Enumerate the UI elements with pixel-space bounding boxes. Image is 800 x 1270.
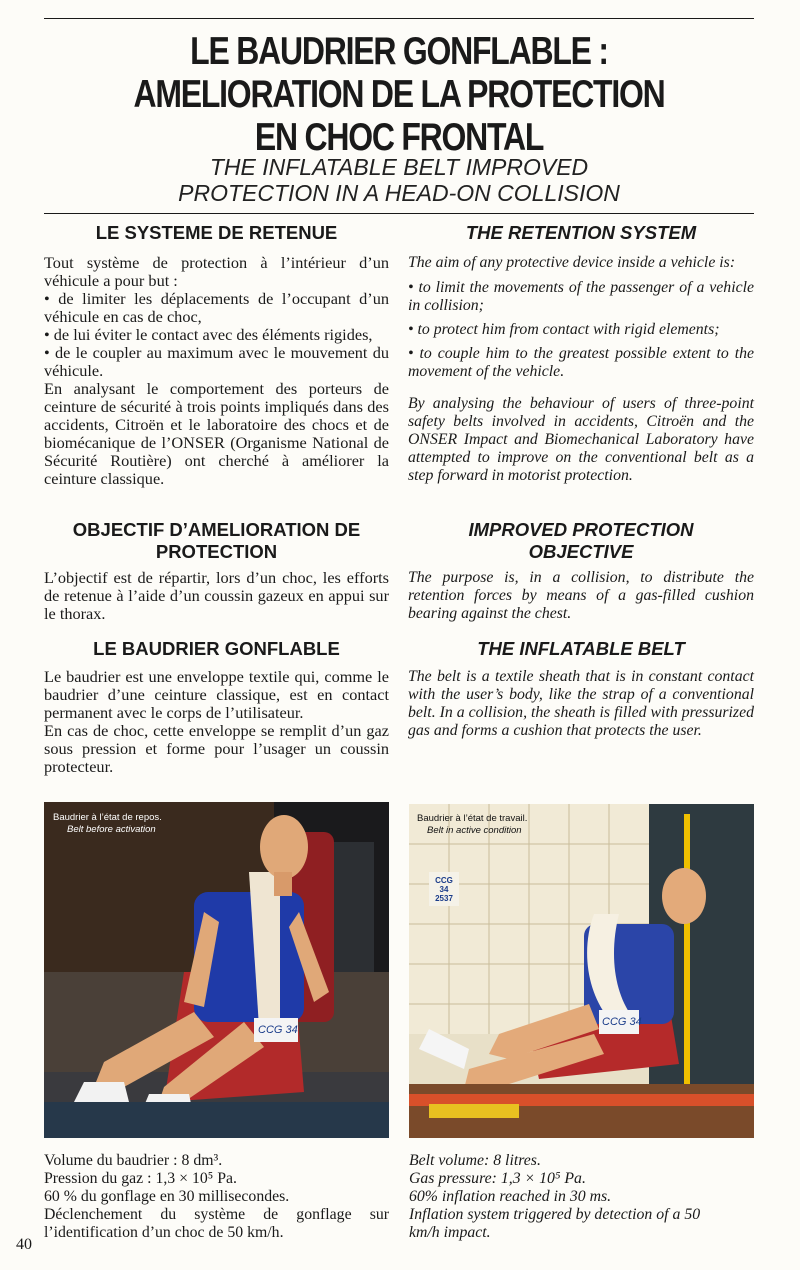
heading-line: IMPROVED PROTECTION (468, 519, 694, 540)
caption-line: Inflation system triggered by detection of a 50 km/h impact. (409, 1206, 701, 1241)
subtitle-line: THE INFLATABLE BELT IMPROVED (209, 154, 589, 180)
photo-label (53, 812, 162, 836)
top-rule (44, 18, 754, 19)
caption-line: 60 % du gonflage en 30 millisecondes. (44, 1188, 290, 1205)
heading-line: OBJECTIF D’AMELIORATION DE (72, 519, 361, 540)
section-text (44, 668, 389, 776)
paragraph: The belt is a textile sheath that is in constant contact with the user’s body, like the strap of a conventional belt. In a collision, the sheath is filled with pressurized gas and forms a cushion that protects the user. (408, 668, 754, 739)
left-column-objective (44, 519, 389, 623)
section-heading: LE BAUDRIER GONFLABLE (93, 638, 340, 659)
bullet-item: • de lui éviter le contact avec des éléments rigides, (44, 325, 373, 344)
paragraph: En cas de choc, cette enveloppe se remplit d’un gaz sous pression et forme pour l’usager un coussin protecteur. (44, 721, 389, 776)
paragraph: By analysing the behaviour of users of three-point safety belts involved in accidents, Citroën and the ONSER Impact and Biomechanical Laboratory have attempted to improve on the conventional belt as a step forward in motorist protection. (408, 395, 754, 484)
section-heading (408, 519, 754, 563)
heading-line: OBJECTIVE (528, 541, 634, 562)
section-text (408, 254, 754, 485)
right-column-objective (408, 519, 754, 623)
bullet-item: • de le coupler au maximum avec le mouvement du véhicule. (44, 343, 389, 380)
paragraph: En analysant le comportement des porteurs de ceinture de sécurité à trois points impliqués dans des accidents, Citroën et le laboratoire des chocs et de biomécanique de l’ONSER (Organisme National de Sécurité Routière) ont cherché à améliorer la ceinture classique. (44, 379, 389, 488)
section-heading: THE RETENTION SYSTEM (465, 222, 697, 243)
caption-line: Pression du gaz : 1,3 × 10⁵ Pa. (44, 1170, 237, 1187)
heading-line: PROTECTION (155, 541, 278, 562)
photo-label-fr: Baudrier à l’état de travail. (417, 813, 528, 824)
left-column-belt (44, 638, 389, 776)
section-heading: LE SYSTEME DE RETENUE (95, 222, 338, 243)
caption-line: Belt volume: 8 litres. (409, 1152, 541, 1169)
title-line: AMELIORATION DE LA PROTECTION (133, 73, 665, 116)
caption-right (409, 1152, 729, 1242)
bullet-item: • to limit the movements of the passenger of a vehicle in collision; (408, 279, 754, 314)
photo-label-en: Belt in active condition (427, 825, 522, 836)
photo-belt-active (409, 804, 754, 1138)
page-subtitle (44, 154, 754, 206)
title-line: LE BAUDRIER GONFLABLE : (190, 30, 608, 73)
dummy-tag: CCG 34 (602, 1016, 642, 1028)
section-text (44, 254, 389, 488)
caption-line: Volume du baudrier : 8 dm³. (44, 1152, 223, 1169)
paragraph: L’objectif est de répartir, lors d’un choc, les efforts de retenue à l’aide d’un coussin gazeux en appui sur le thorax. (44, 568, 389, 623)
subtitle-line: PROTECTION IN A HEAD-ON COLLISION (178, 180, 620, 206)
photo-label (417, 813, 527, 837)
left-column (44, 222, 389, 488)
section-heading (44, 519, 389, 563)
bullet-item: • de limiter les déplacements de l’occupant d’un véhicule en cas de choc, (44, 289, 389, 326)
caption-line: 60% inflation reached in 30 ms. (409, 1188, 612, 1205)
paragraph: Tout système de protection à l’intérieur d’un véhicule a pour but : (44, 253, 389, 290)
paragraph: Le baudrier est une enveloppe textile qui, comme le baudrier d’une ceinture classique, est en contact permanent avec le corps de l’utilisateur. (44, 667, 389, 722)
section-heading: THE INFLATABLE BELT (477, 638, 685, 659)
paragraph: The purpose is, in a collision, to distribute the retention forces by means of a gas-filled cushion bearing against the chest. (408, 569, 754, 622)
caption-left (44, 1152, 389, 1242)
right-column-belt (408, 638, 754, 740)
title-line: EN CHOC FRONTAL (254, 116, 544, 159)
bullet-item: • to protect him from contact with rigid elements; (408, 321, 720, 338)
photo-label-fr: Baudrier à l’état de repos. (53, 812, 162, 823)
photo-label-en: Belt before activation (67, 824, 156, 835)
dummy-tag: CCG 34 (258, 1024, 298, 1036)
right-column (408, 222, 754, 485)
dummy-active-illustration (409, 804, 754, 1138)
calibration-board: CCG 34 2537 (435, 876, 453, 903)
page-title (108, 30, 690, 159)
caption-line: Déclenchement du système de gonflage sur l’identification d’un choc de 50 km/h. (44, 1206, 389, 1241)
caption-line: Gas pressure: 1,3 × 10⁵ Pa. (409, 1170, 586, 1187)
bullet-item: • to couple him to the greatest possible extent to the movement of the vehicle. (408, 345, 754, 380)
section-rule (44, 213, 754, 214)
paragraph: The aim of any protective device inside a vehicle is: (408, 254, 736, 271)
page-number: 40 (16, 1236, 32, 1253)
photo-belt-at-rest (44, 802, 389, 1138)
dummy-at-rest-illustration (44, 802, 389, 1138)
